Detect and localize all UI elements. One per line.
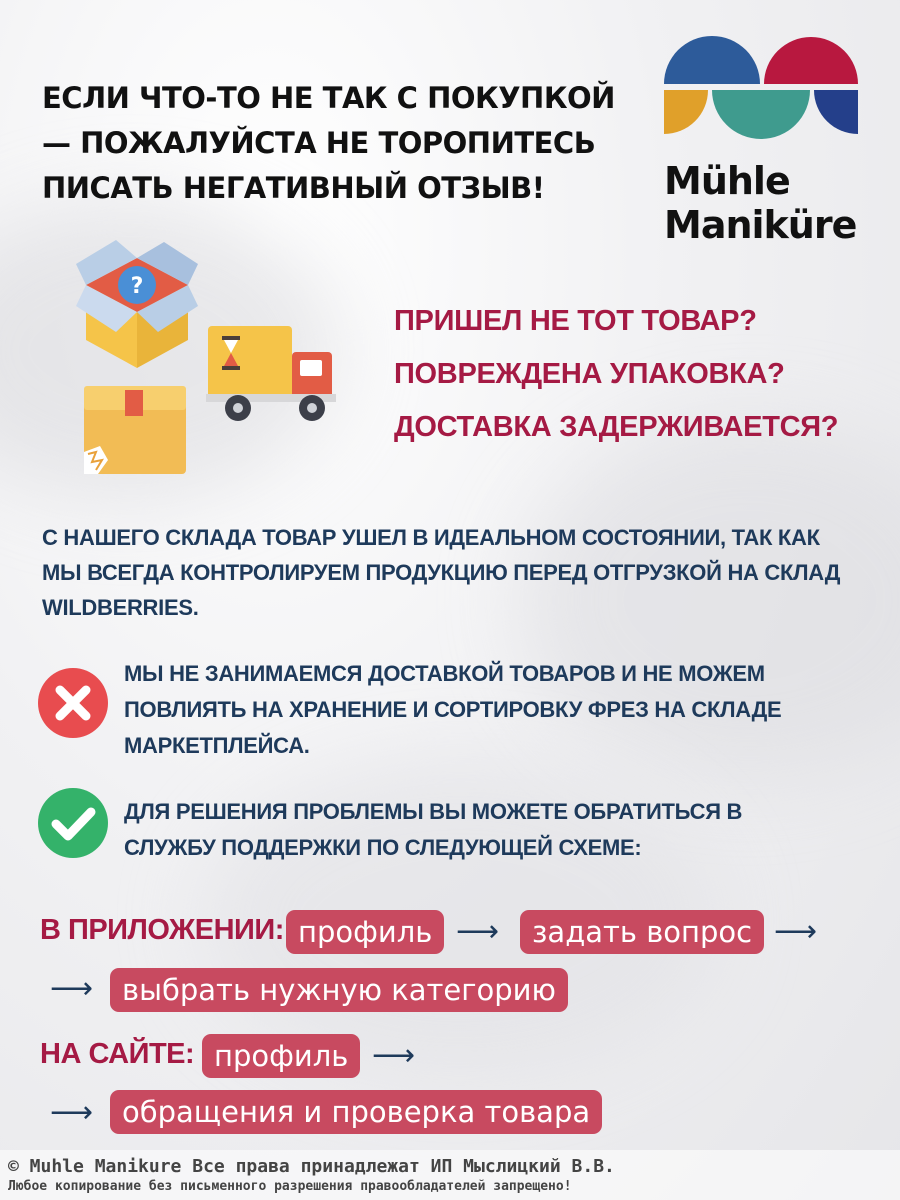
arrow-icon: ⟶ (50, 971, 94, 1006)
copyright-footer (0, 1150, 900, 1200)
check-icon (38, 788, 108, 858)
cross-icon (38, 668, 108, 738)
svg-text:?: ? (130, 274, 144, 299)
logo-word-muhle: Mühle (664, 159, 790, 203)
brand-logo (664, 36, 858, 247)
arrow-icon: ⟶ (774, 914, 818, 949)
warehouse-statement: С НАШЕГО СКЛАДА ТОВАР УШЕЛ В ИДЕАЛЬНОМ СОСТОЯНИИ, ТАК КАК МЫ ВСЕГДА КОНТРОЛИРУЕМ ПРОДУКЦИЮ ПЕРЕД ОТГРУЗКОЙ НА СКЛАД WILDBERRIES. (42, 525, 841, 620)
no-delivery-text: МЫ НЕ ЗАНИМАЕМСЯ ДОСТАВКОЙ ТОВАРОВ И НЕ МОЖЕМ ПОВЛИЯТЬ НА ХРАНЕНИЕ И СОРТИРОВКУ ФРЕЗ НА СКЛАДЕ МАРКЕТПЛЕЙСА. (124, 661, 782, 758)
copyright-line-2: Любое копирование без письменного разрешения правообладателей запрещено! (8, 1179, 572, 1194)
headline-line-1: ЕСЛИ ЧТО-ТО НЕ ТАК С ПОКУПКОЙ (42, 81, 615, 115)
problem-delivery-delayed: ДОСТАВКА ЗАДЕРЖИВАЕТСЯ? (394, 411, 839, 443)
app-route-label: В ПРИЛОЖЕНИИ: (40, 914, 284, 946)
arrow-icon: ⟶ (50, 1095, 94, 1130)
support-text: ДЛЯ РЕШЕНИЯ ПРОБЛЕМЫ ВЫ МОЖЕТЕ ОБРАТИТЬСЯ В СЛУЖБУ ПОДДЕРЖКИ ПО СЛЕДУЮЩЕЙ СХЕМЕ: (124, 799, 743, 860)
logo-shapes-icon (664, 36, 858, 140)
headline-line-3: ПИСАТЬ НЕГАТИВНЫЙ ОТЗЫВ! (42, 171, 545, 205)
arrow-icon: ⟶ (372, 1038, 416, 1073)
arrow-icon: ⟶ (456, 914, 500, 949)
app-step-profile: профиль (286, 910, 444, 954)
mystery-box-icon (76, 240, 198, 370)
copyright-line-1: © Muhle Manikure Все права принадлежат ИП Мыслицкий В.В. (8, 1156, 615, 1177)
logo-word-manikure: Manikürе (664, 203, 857, 247)
problem-damaged-package: ПОВРЕЖДЕНА УПАКОВКА? (394, 358, 785, 390)
app-step-ask-question: задать вопрос (520, 910, 764, 954)
page-headline (42, 76, 642, 211)
site-step-profile: профиль (202, 1034, 360, 1078)
damaged-box-icon (80, 382, 190, 478)
site-route-label: НА САЙТЕ: (40, 1038, 195, 1070)
problem-list (394, 295, 838, 454)
headline-line-2: — ПОЖАЛУЙСТА НЕ ТОРОПИТЕСЬ (42, 126, 596, 160)
delivery-truck-icon (204, 320, 340, 424)
app-step-choose-category: выбрать нужную категорию (110, 968, 568, 1012)
problem-wrong-item: ПРИШЕЛ НЕ ТОТ ТОВАР? (394, 305, 757, 337)
site-step-requests-check: обращения и проверка товара (110, 1090, 602, 1134)
